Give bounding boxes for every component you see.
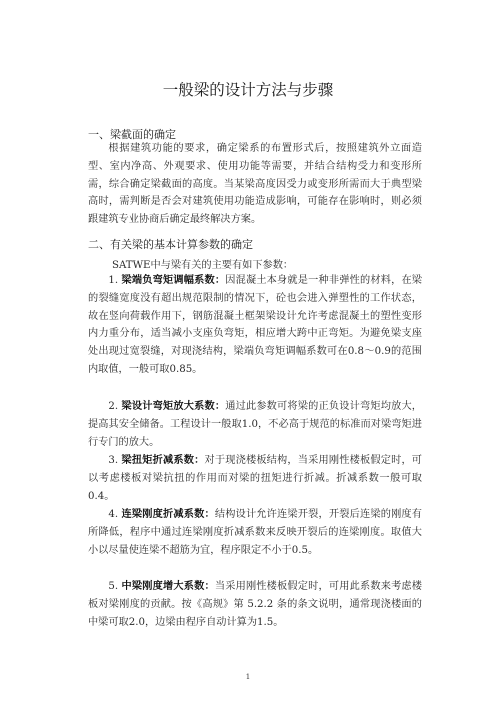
item-term: 中梁刚度增大系数：	[121, 580, 215, 592]
item-term: 梁设计弯矩放大系数：	[121, 400, 226, 412]
item-text: 因混凝土本身就是一种非弹性的材料，在梁的裂缝宽度没有超出规范限制的情况下，砼也会进入弹塑性的工作状态，故在竖向荷载作用下，钢筋混凝土框架梁设计允许考虑混凝土的塑性变形内力重分布，适当减小支座负弯矩，相应增大跨中正弯矩。为避免梁支座处出现过宽裂缝，对现浇结构，梁端负弯矩调幅系数可在0.8～0.9的范围内取值，一般可取0.85。	[88, 275, 422, 375]
item-text: 当采用刚性楼板假定时，可用此系数来考虑楼板对梁刚度的贡献。按《高规》第 5.2.2 条的条文说明，通常现浇楼面的中梁可取2.0，边梁由程序自动计算为1.5。	[88, 581, 422, 628]
list-item	[88, 452, 422, 505]
item-text: 结构设计允许连梁开裂，开裂后连梁的刚度有所降低，程序中通过连梁刚度折减系数来反映开裂后的连梁刚度。取值大小以尽量使连梁不超筋为宜，程序限定不小于0.5。	[88, 509, 422, 556]
section-heading-1: 一、梁截面的确定	[88, 128, 176, 141]
item-text: 对于现浇楼板结构，当采用刚性楼板假定时，可以考虑楼板对梁抗扭的作用而对梁的扭矩进行折减。折减系数一般可取0.4。	[88, 455, 422, 502]
section-heading-2: 二、有关梁的基本计算参数的确定	[88, 238, 253, 251]
item-number: 1.	[108, 275, 119, 286]
list-item	[88, 506, 422, 559]
list-item	[88, 272, 422, 379]
item-term: 梁扭矩折减系数：	[121, 454, 205, 466]
item-number: 5.	[108, 581, 119, 592]
list-item	[88, 578, 422, 631]
item-number: 4.	[108, 509, 119, 520]
page-number: 1	[245, 673, 251, 681]
item-number: 2.	[108, 401, 119, 412]
section-2-intro: SATWE中与梁有关的主要有如下参数：	[112, 260, 294, 271]
item-text: 通过此参数可将梁的正负设计弯矩均放大，提高其安全储备。工程设计一般取1.0，不必高于规范的标准而对梁弯矩进行专门的放大。	[88, 401, 422, 448]
page-title: 一般梁的设计方法与步骤	[162, 81, 334, 99]
item-term: 梁端负弯矩调幅系数：	[121, 274, 226, 286]
item-term: 连梁刚度折减系数：	[121, 508, 215, 520]
section-1-paragraph: 根据建筑功能的要求，确定梁系的布置形式后，按照建筑外立面造型、室内净高、外观要求、使用功能等需要，并结合结构受力和变形所需，综合确定梁截面的高度。当某梁高度因受力或变形所需而大于典型梁高时，需判断是否会对建筑使用功能造成影响，可能存在影响时，则必须跟建筑专业协商后确定最终解决方案。	[88, 143, 422, 226]
list-item	[88, 398, 422, 451]
item-number: 3.	[108, 455, 119, 466]
